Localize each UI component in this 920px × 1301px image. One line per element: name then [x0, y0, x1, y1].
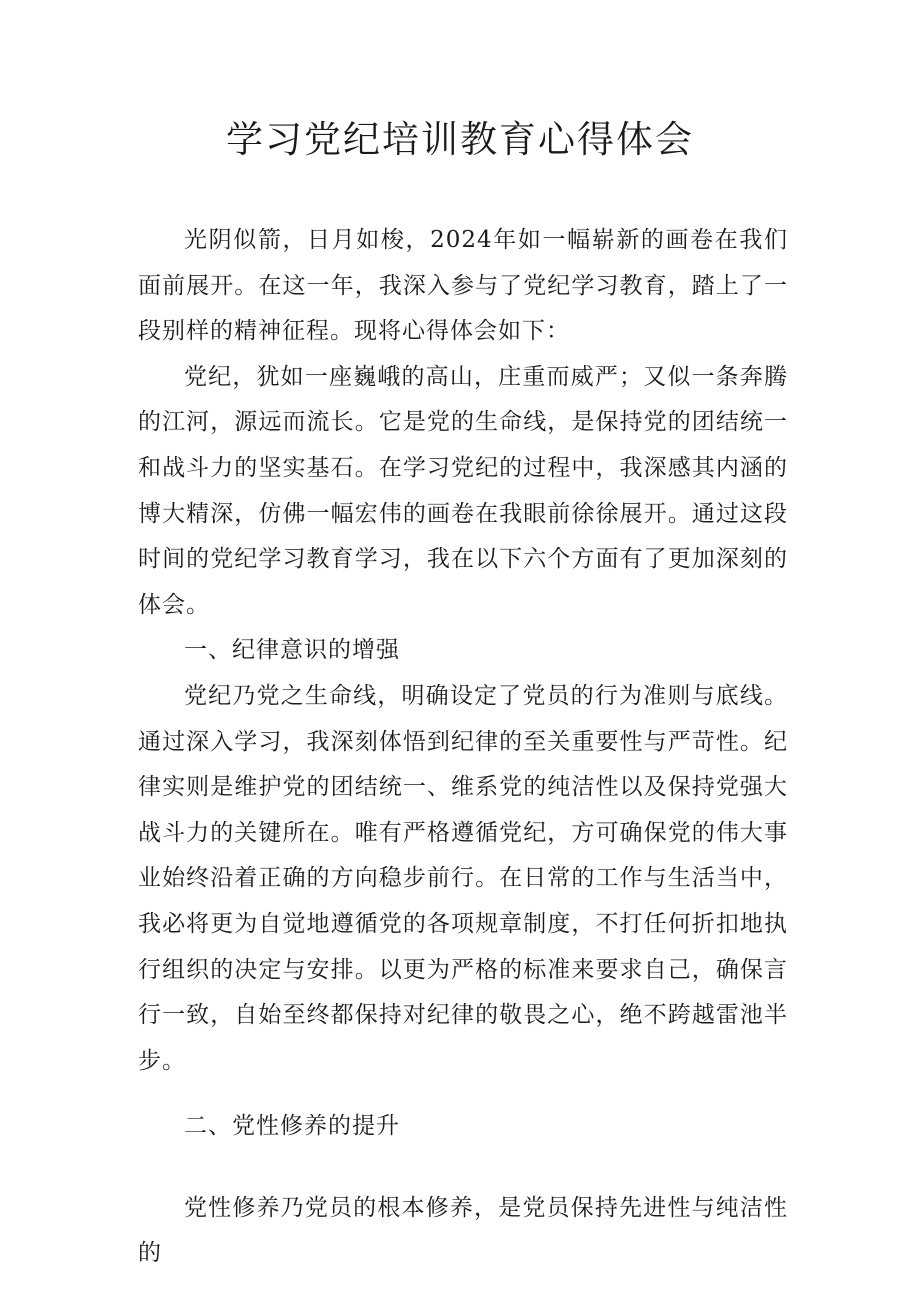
- paragraph-section-2: 党性修养乃党员的根本修养，是党员保持先进性与纯洁性的: [138, 1194, 788, 1267]
- section-heading-1: 一、纪律意识的增强: [184, 637, 400, 664]
- paragraph-section-1: 党纪乃党之生命线，明确设定了党员的行为准则与底线。通过深入学习，我深刻体悟到纪律的至关重要性与严苛性。纪律实则是维护党的团结统一、维系党的纯洁性以及保持党强大战斗力的关键所在。唯有严格遵循党纪，方可确保党的伟大事业始终沿着正确的方向稳步前行。在日常的工作与生活当中，我必将更为自觉地遵循党的各项规章制度，不打任何折扣地执行组织的决定与安排。以更为严格的标准来要求自己，确保言行一致，自始至终都保持对纪律的敬畏之心，绝不跨越雷池半步。: [138, 682, 788, 1074]
- document-title: 学习党纪培训教育心得体会: [226, 118, 694, 161]
- paragraph-party-discipline: 党纪，犹如一座巍峨的高山，庄重而威严；又似一条奔腾的江河，源远而流长。它是党的生命线，是保持党的团结统一和战斗力的坚实基石。在学习党纪的过程中，我深感其内涵的博大精深，仿佛一幅宏伟的画卷在我眼前徐徐展开。通过这段时间的党纪学习教育学习，我在以下六个方面有了更加深刻的体会。: [138, 363, 788, 618]
- paragraph-intro: 光阴似箭，日月如梭，2024年如一幅崭新的画卷在我们面前展开。在这一年，我深入参与了党纪学习教育，踏上了一段别样的精神征程。现将心得体会如下：: [138, 227, 788, 345]
- document-body: [138, 218, 788, 1277]
- section-heading-2: 二、党性修养的提升: [184, 1113, 400, 1140]
